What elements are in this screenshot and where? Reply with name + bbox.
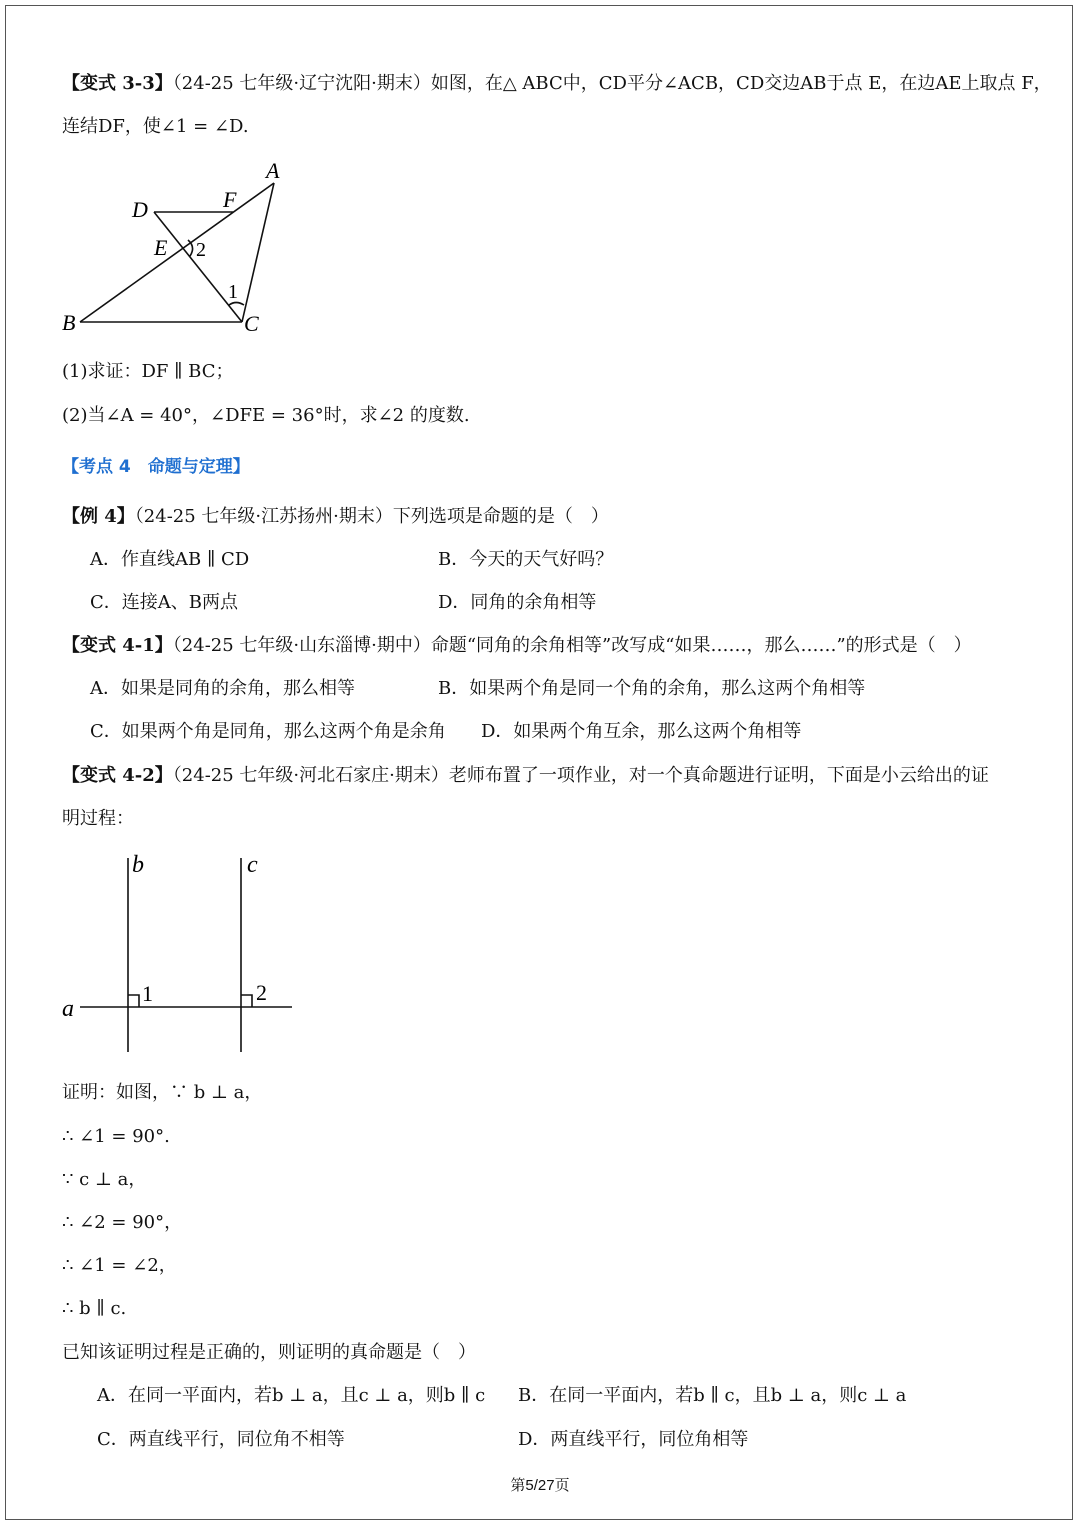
proof-step-3: ∵ c ⊥ a， — [62, 1169, 147, 1190]
proof-step-4: ∴ ∠2 = 90°， — [62, 1212, 183, 1233]
problem-4-1-option-b: B．如果两个角是同一个角的余角，那么这两个角相等 — [438, 678, 866, 699]
problem-source: （24-25 七年级·河北石家庄·期末） — [172, 765, 449, 786]
example-tag: 【例 4】 — [62, 506, 135, 527]
label-c: c — [247, 852, 258, 878]
problem-4-2-option-a: A．在同一平面内，若b ⊥ a，且c ⊥ a，则b ∥ c — [97, 1385, 486, 1406]
proof-step-5: ∴ ∠1 = ∠2， — [62, 1255, 177, 1276]
page-number: 第5/27页 — [510, 1477, 570, 1494]
example-4-option-a: A．作直线AB ∥ CD — [90, 549, 250, 570]
problem-3-3-line2: 连结DF，使∠1 = ∠D. — [62, 116, 249, 137]
label-F: F — [223, 187, 237, 212]
problem-4-2-option-c: C．两直线平行，同位角不相等 — [97, 1429, 345, 1450]
label-B: B — [62, 310, 76, 335]
proof-step-6: ∴ b ∥ c. — [62, 1298, 127, 1319]
label-angle-2: 2 — [196, 239, 206, 261]
problem-source: （24-25 七年级·辽宁沈阳·期末） — [172, 73, 431, 94]
example-4-option-b: B．今天的天气好吗？ — [438, 549, 614, 570]
problem-tag: 【变式 3-3】 — [62, 73, 173, 94]
label-D: D — [132, 197, 148, 222]
problem-4-2-option-d: D．两直线平行，同位角相等 — [518, 1429, 749, 1450]
question-2: (2)当∠A = 40°，∠DFE = 36°时，求∠2 的度数. — [62, 405, 470, 426]
problem-4-2-question: 已知该证明过程是正确的，则证明的真命题是（ ） — [62, 1342, 476, 1363]
example-4-option-d: D．同角的余角相等 — [438, 592, 597, 613]
problem-text: 命题“同角的余角相等”改写成“如果……，那么……”的形式是（ ） — [430, 635, 972, 656]
example-source: （24-25 七年级·江苏扬州·期末） — [134, 506, 393, 527]
problem-tag: 【变式 4-1】 — [62, 635, 173, 656]
proof-step-1: 证明：如图，∵ b ⊥ a， — [62, 1082, 263, 1103]
problem-4-2-line2: 明过程： — [62, 808, 134, 829]
label-angle-1: 1 — [142, 981, 153, 1006]
label-E: E — [154, 235, 168, 260]
example-4-option-c: C．连接A、B两点 — [90, 592, 238, 613]
problem-tag: 【变式 4-2】 — [62, 765, 173, 786]
problem-4-1-option-d: D．如果两个角互余，那么这两个角相等 — [481, 721, 802, 742]
problem-text: 如图，在△ ABC中，CD平分∠ACB，CD交边AB于点 E，在边AE上取点 F， — [430, 73, 1052, 94]
proof-step-2: ∴ ∠1 = 90°. — [62, 1126, 170, 1147]
label-angle-2: 2 — [256, 980, 267, 1005]
question-1: (1)求证：DF ∥ BC； — [62, 361, 234, 382]
example-text: 下列选项是命题的是（ ） — [392, 506, 609, 527]
problem-4-1-option-c: C．如果两个角是同角，那么这两个角是余角 — [90, 721, 446, 742]
label-A: A — [266, 158, 280, 183]
label-b: b — [132, 852, 144, 878]
label-C: C — [244, 311, 259, 336]
problem-source: （24-25 七年级·山东淄博·期中） — [172, 635, 431, 656]
problem-4-2-option-b: B．在同一平面内，若b ∥ c，且b ⊥ a，则c ⊥ a — [518, 1385, 907, 1406]
label-a: a — [62, 996, 74, 1022]
problem-4-1-option-a: A．如果是同角的余角，那么相等 — [90, 678, 355, 699]
section-title: 【考点 4 命题与定理】 — [62, 457, 250, 477]
problem-text: 老师布置了一项作业，对一个真命题进行证明，下面是小云给出的证 — [448, 765, 989, 786]
label-angle-1: 1 — [228, 281, 238, 303]
